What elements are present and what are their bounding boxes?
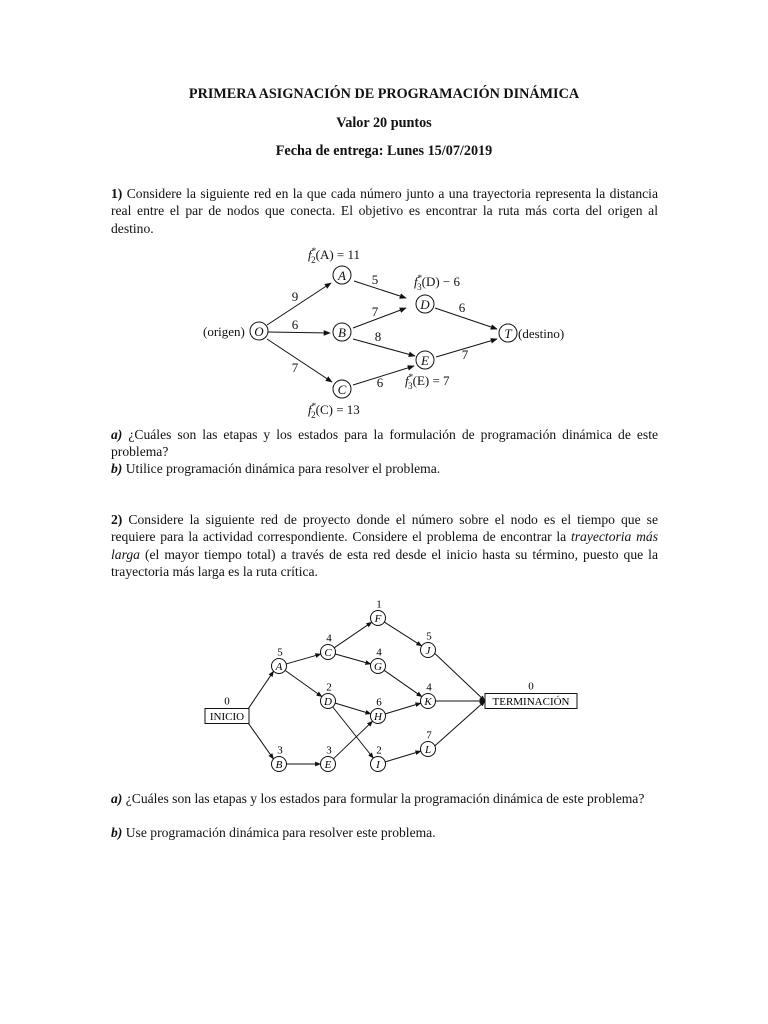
node-J [421,631,436,658]
node-D [321,682,336,709]
origin-label: (origen) [203,324,245,339]
node-TERMINACION [485,681,577,709]
edge-A-D [285,670,322,696]
node-C [321,633,336,660]
node-label: H [374,711,382,723]
document-title: PRIMERA ASIGNACIÓN DE PROGRAMACIÓN DINÁMICA [188,86,580,102]
edge-L-TERMINACION [435,701,485,746]
question-a-label: a) [111,791,123,806]
node-INICIO [205,696,249,724]
node-label: L [424,744,432,756]
node-label: I [376,759,380,771]
distance-O-B: 6 [291,317,299,332]
edge-G-K [384,670,422,696]
problem-2-statement [111,511,658,581]
node-label: C [324,647,332,659]
node-H [371,697,386,724]
problem-2-question-b [111,824,658,841]
problem-2-text-before: Considere la siguiente red de proyecto donde el número sobre el nodo es el tiempo que se requiere para la actividad correspondiente. Considere el problema de encontrar la [111,512,659,545]
activity-time: 5 [277,646,283,659]
distance-B-D: 7 [371,304,379,319]
distance-B-E: 8 [374,329,382,344]
distance-O-C: 7 [291,360,299,375]
node-E [321,745,336,772]
project-network [205,595,585,780]
activity-time: 2 [376,744,382,757]
shortest-path-network [195,240,565,422]
question-a-text: ¿Cuáles son las etapas y los estados para formular la programación dinámica de este problema? [125,791,645,806]
node-T-label: T [504,326,512,341]
node-label: INICIO [209,711,245,723]
activity-time: 7 [426,729,432,742]
annotation-fD: f* 3(D) − 6 [414,273,461,292]
distance-E-T: 7 [461,347,469,362]
assignment-value: Valor 20 puntos [336,115,432,131]
activity-time: 3 [326,744,332,757]
edge-INICIO-A [247,671,274,711]
problem-2-number: 2) [111,512,123,527]
destination-label: (destino) [518,326,565,341]
edge-H-K [385,703,421,714]
node-label: F [374,613,382,625]
edge-B-D [353,308,406,328]
question-a-label: a) [111,427,123,442]
node-L [421,730,436,757]
problem-1-text: Considere la siguiente red en la que cada número junto a una trayectoria representa la distancia real entre el par de nodos que conecta. El objetivo es encontrar la ruta más corta del origen al destino. [111,186,658,236]
edge-D-T [435,308,497,329]
activity-time: 5 [426,630,432,643]
node-label: J [425,645,431,657]
problem-2-text-after: (el mayor tiempo total) a través de esta red desde el inicio hasta su término, puesto que la trayectoria más larga es la ruta crítica. [111,546,658,580]
edge-I-L [385,751,421,762]
activity-time: 4 [326,632,332,645]
node-label: TERMINACIÓN [492,696,570,708]
distance-O-A: 9 [291,289,299,304]
edge-A-C [286,654,321,664]
edge-A-D [354,281,406,298]
question-b-label: b) [111,825,123,840]
node-B-label: B [338,325,346,340]
problem-1-question-a [111,426,658,461]
question-b-text: Use programación dinámica para resolver este problema. [125,825,436,840]
annotation-fC: f* 2(C) = 13 [308,401,360,420]
node-B [272,745,287,772]
node-A-label: A [338,268,346,283]
activity-time: 3 [277,744,283,757]
edge-J-TERMINACION [435,653,485,701]
question-b-text: Utilice programación dinámica para resolver el problema. [125,461,441,476]
node-O-label: O [254,324,264,339]
edge-O-B [268,332,330,333]
problem-1-question-b [111,460,658,477]
node-label: E [324,759,332,771]
node-G [371,647,386,674]
activity-time: 4 [426,681,432,694]
node-E-label: E [421,353,429,368]
node-label: B [275,759,283,771]
question-b-label: b) [111,461,123,476]
edge-B-E [353,339,415,356]
node-label: D [324,696,332,708]
node-D-label: D [420,297,430,312]
distance-D-T: 6 [458,300,466,315]
activity-time: 0 [528,680,534,693]
distance-A-D: 5 [371,272,379,287]
node-label: K [424,696,432,708]
question-a-text: ¿Cuáles son las etapas y los estados para la formulación de programación dinámica de este problema? [111,427,659,460]
edge-INICIO-B [247,721,274,759]
edge-E-H [333,721,372,759]
node-K [421,682,436,709]
activity-time: 6 [376,696,382,709]
edge-D-H [335,703,371,714]
node-A [272,647,287,674]
problem-2-question-a [111,790,658,807]
due-date: Fecha de entrega: Lunes 15/07/2019 [275,143,493,159]
activity-time: 0 [224,695,230,708]
edge-F-J [384,622,421,646]
activity-time: 1 [376,598,382,611]
node-C-label: C [337,382,347,397]
edge-C-G [335,654,371,664]
problem-2-text-italic: trayectoria más larga [111,529,658,562]
activity-time: 2 [326,681,332,694]
node-F [371,599,386,626]
edge-O-C [267,339,332,382]
activity-time: 4 [376,646,382,659]
node-label: G [374,661,382,673]
problem-1-number: 1) [111,186,123,201]
distance-C-E: 6 [376,375,384,390]
edge-C-F [334,622,372,648]
edge-O-A [267,283,331,325]
node-label: A [275,661,283,673]
edge-D-I [333,707,374,758]
annotation-fE: f* 3(E) = 7 [405,372,450,391]
problem-1-statement [111,185,658,237]
node-I [371,745,386,772]
annotation-fA: f* 2(A) = 11 [308,246,361,265]
